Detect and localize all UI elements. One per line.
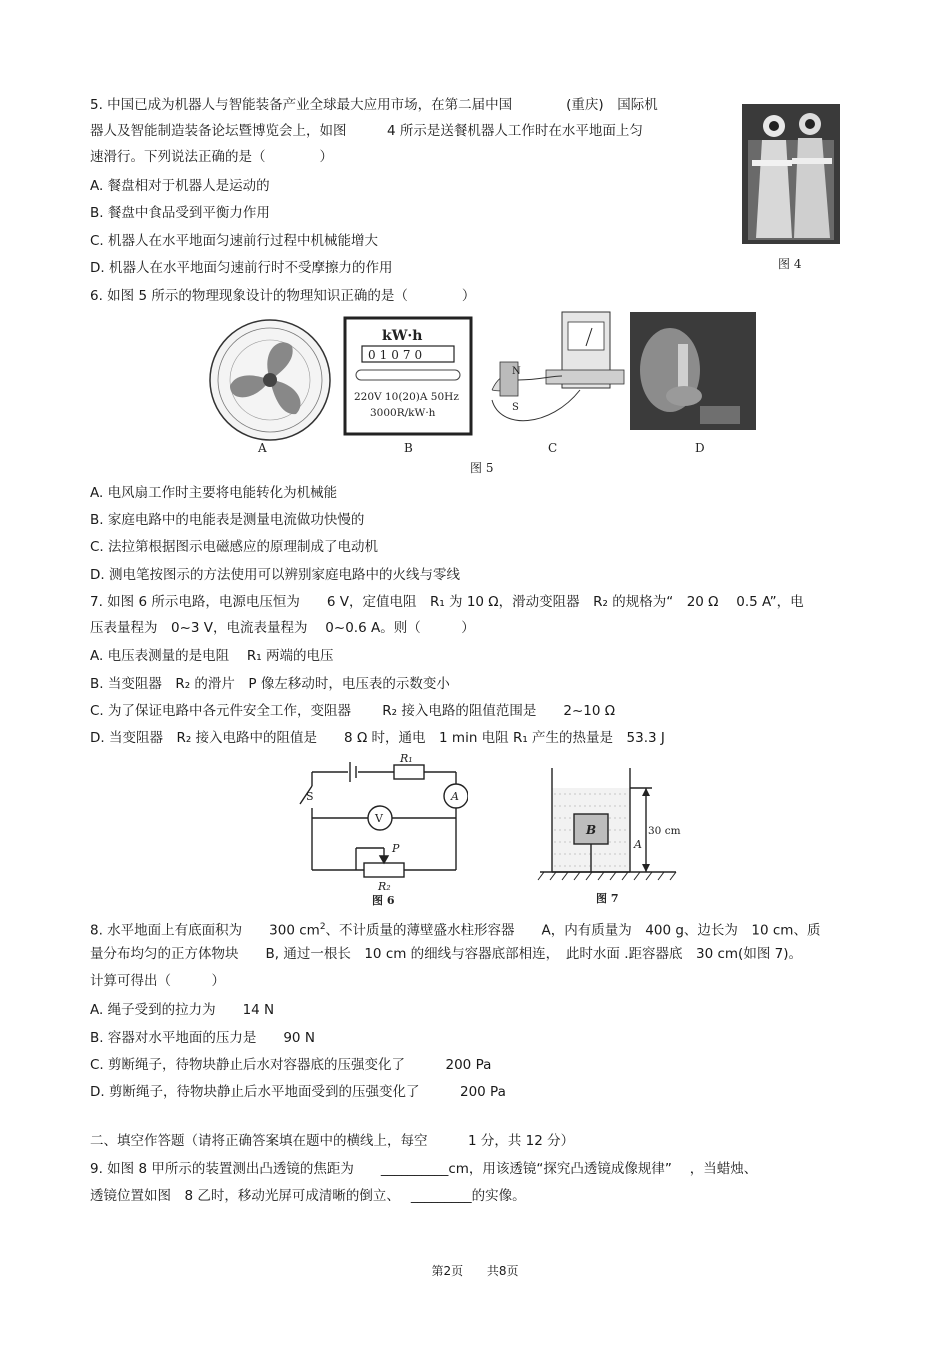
q8-option-c: C. 剪断绳子，待物块静止后水对容器底的压强变化了 200 Pa <box>90 1057 492 1073</box>
test-pen-photo <box>630 312 756 430</box>
r1-label: R₁ <box>400 752 413 765</box>
q6-option-a: A. 电风扇工作时主要将电能转化为机械能 <box>90 485 338 501</box>
meter-digits: 01070 <box>368 348 427 362</box>
induction-apparatus <box>492 312 624 421</box>
q5-line-1: 5. 中国已成为机器人与智能装备产业全球最大应用市场，在第二届中国 (重庆) 国际机 <box>90 97 658 113</box>
q8-option-a: A. 绳子受到的拉力为 14 N <box>90 1002 275 1018</box>
figure-5 <box>200 310 760 478</box>
q6-option-d: D. 测电笔按图示的方法使用可以辨别家庭电路中的火线与零线 <box>90 567 460 583</box>
page-total: 共8页 <box>486 1264 519 1278</box>
meter-revolutions: 3000R/kW·h <box>370 407 436 419</box>
q7-option-d: D. 当变阻器 R₂ 接入电路中的阻值是 8 Ω 时，通电 1 min 电阻 R₁ 产生的热量是 53.3 J <box>90 730 665 746</box>
q8-line-1-sup: 2 <box>319 922 326 932</box>
figure-6-circuit <box>272 752 468 908</box>
pole-n: N <box>512 366 521 377</box>
figure-4-caption: 图 4 <box>778 257 802 271</box>
q7-option-c: C. 为了保证电路中各元件安全工作，变阻器 R₂ 接入电路的阻值范围是 2~10 Ω <box>90 703 616 719</box>
voltmeter-label: V <box>375 812 383 825</box>
figure-5-label-d: D <box>695 441 705 455</box>
section-2-heading: 二、填空作答题（请将正确答案填在题中的横线上，每空 1 分，共 12 分） <box>90 1133 575 1149</box>
q9-line-2: 透镜位置如图 8 乙时，移动光屏可成清晰的倒立、 _________的实像。 <box>90 1188 526 1204</box>
q9-line-1: 9. 如图 8 甲所示的装置测出凸透镜的焦距为 __________cm，用该透镜“探究凸透镜成像规律” ，当蜡烛、 <box>90 1161 758 1177</box>
page-footer <box>0 1262 950 1279</box>
r2-label: R₂ <box>378 880 391 893</box>
figure-7-container <box>526 760 688 908</box>
figure-7-caption: 图 7 <box>596 892 619 905</box>
q8-line-1 <box>90 918 820 940</box>
q7-line-1: 7. 如图 6 所示电路，电源电压恒为 6 V，定值电阻 R₁ 为 10 Ω，滑动变阻器 R₂ 的规格为“ 20 Ω 0.5 A”，电 <box>90 594 804 610</box>
q7-option-a: A. 电压表测量的是电阻 R₁ 两端的电压 <box>90 648 334 664</box>
pole-s: S <box>512 402 519 413</box>
page-number: 第2页 <box>431 1264 464 1278</box>
q5-line-2: 器人及智能制造装备论坛暨博览会上，如图 4 所示是送餐机器人工作时在水平地面上匀 <box>90 123 643 139</box>
q5-option-d: D. 机器人在水平地面匀速前行时不受摩擦力的作用 <box>90 260 393 276</box>
figure-4-robot-photo <box>738 100 844 274</box>
q8-line-3: 计算可得出（ ） <box>90 973 225 989</box>
q8-line-1-post: 、不计质量的薄壁盛水柱形容器 A，内有质量为 400 g、边长为 10 cm、质 <box>325 922 821 939</box>
figure-5-caption: 图 5 <box>470 461 494 475</box>
q8-option-d: D. 剪断绳子，待物块静止后水平地面受到的压强变化了 200 Pa <box>90 1084 506 1100</box>
q7-line-2: 压表量程为 0~3 V，电流表量程为 0~0.6 A。则（ ） <box>90 620 475 636</box>
q5-option-b: B. 餐盘中食品受到平衡力作用 <box>90 205 270 221</box>
energy-meter <box>345 318 471 434</box>
fan-icon <box>210 320 330 440</box>
figure-5-label-a: A <box>258 441 267 455</box>
figure-5-label-b: B <box>404 441 413 455</box>
meter-spec: 220V 10(20)A 50Hz <box>354 391 459 403</box>
q6-option-b: B. 家庭电路中的电能表是测量电流做功快慢的 <box>90 512 365 528</box>
q6-stem: 6. 如图 5 所示的物理现象设计的物理知识正确的是（ ） <box>90 288 476 304</box>
q7-option-b: B. 当变阻器 R₂ 的滑片 P 像左移动时，电压表的示数变小 <box>90 676 450 692</box>
height-label: 30 cm <box>648 825 681 837</box>
q5-option-c: C. 机器人在水平地面匀速前行过程中机械能增大 <box>90 233 379 249</box>
q6-option-c: C. 法拉第根据图示电磁感应的原理制成了电动机 <box>90 539 379 555</box>
slider-label: P <box>392 842 400 855</box>
meter-unit: kW·h <box>382 328 423 344</box>
q5-option-a: A. 餐盘相对于机器人是运动的 <box>90 178 270 194</box>
container-label: A <box>634 838 642 851</box>
q8-line-2: 量分布均匀的正方体物块 B, 通过一根长 10 cm 的细线与容器底部相连， 此时水面 .距容器底 30 cm(如图 7)。 <box>90 946 802 962</box>
figure-5-label-c: C <box>548 441 558 455</box>
switch-label: S <box>306 790 314 803</box>
q8-option-b: B. 容器对水平地面的压力是 90 N <box>90 1030 315 1046</box>
block-label: B <box>586 823 597 837</box>
ammeter-label: A <box>451 790 459 803</box>
figure-6-caption: 图 6 <box>372 894 395 907</box>
q5-line-3: 速滑行。下列说法正确的是（ ） <box>90 149 333 165</box>
q8-line-1-pre: 8. 水平地面上有底面积为 300 cm <box>90 922 320 939</box>
